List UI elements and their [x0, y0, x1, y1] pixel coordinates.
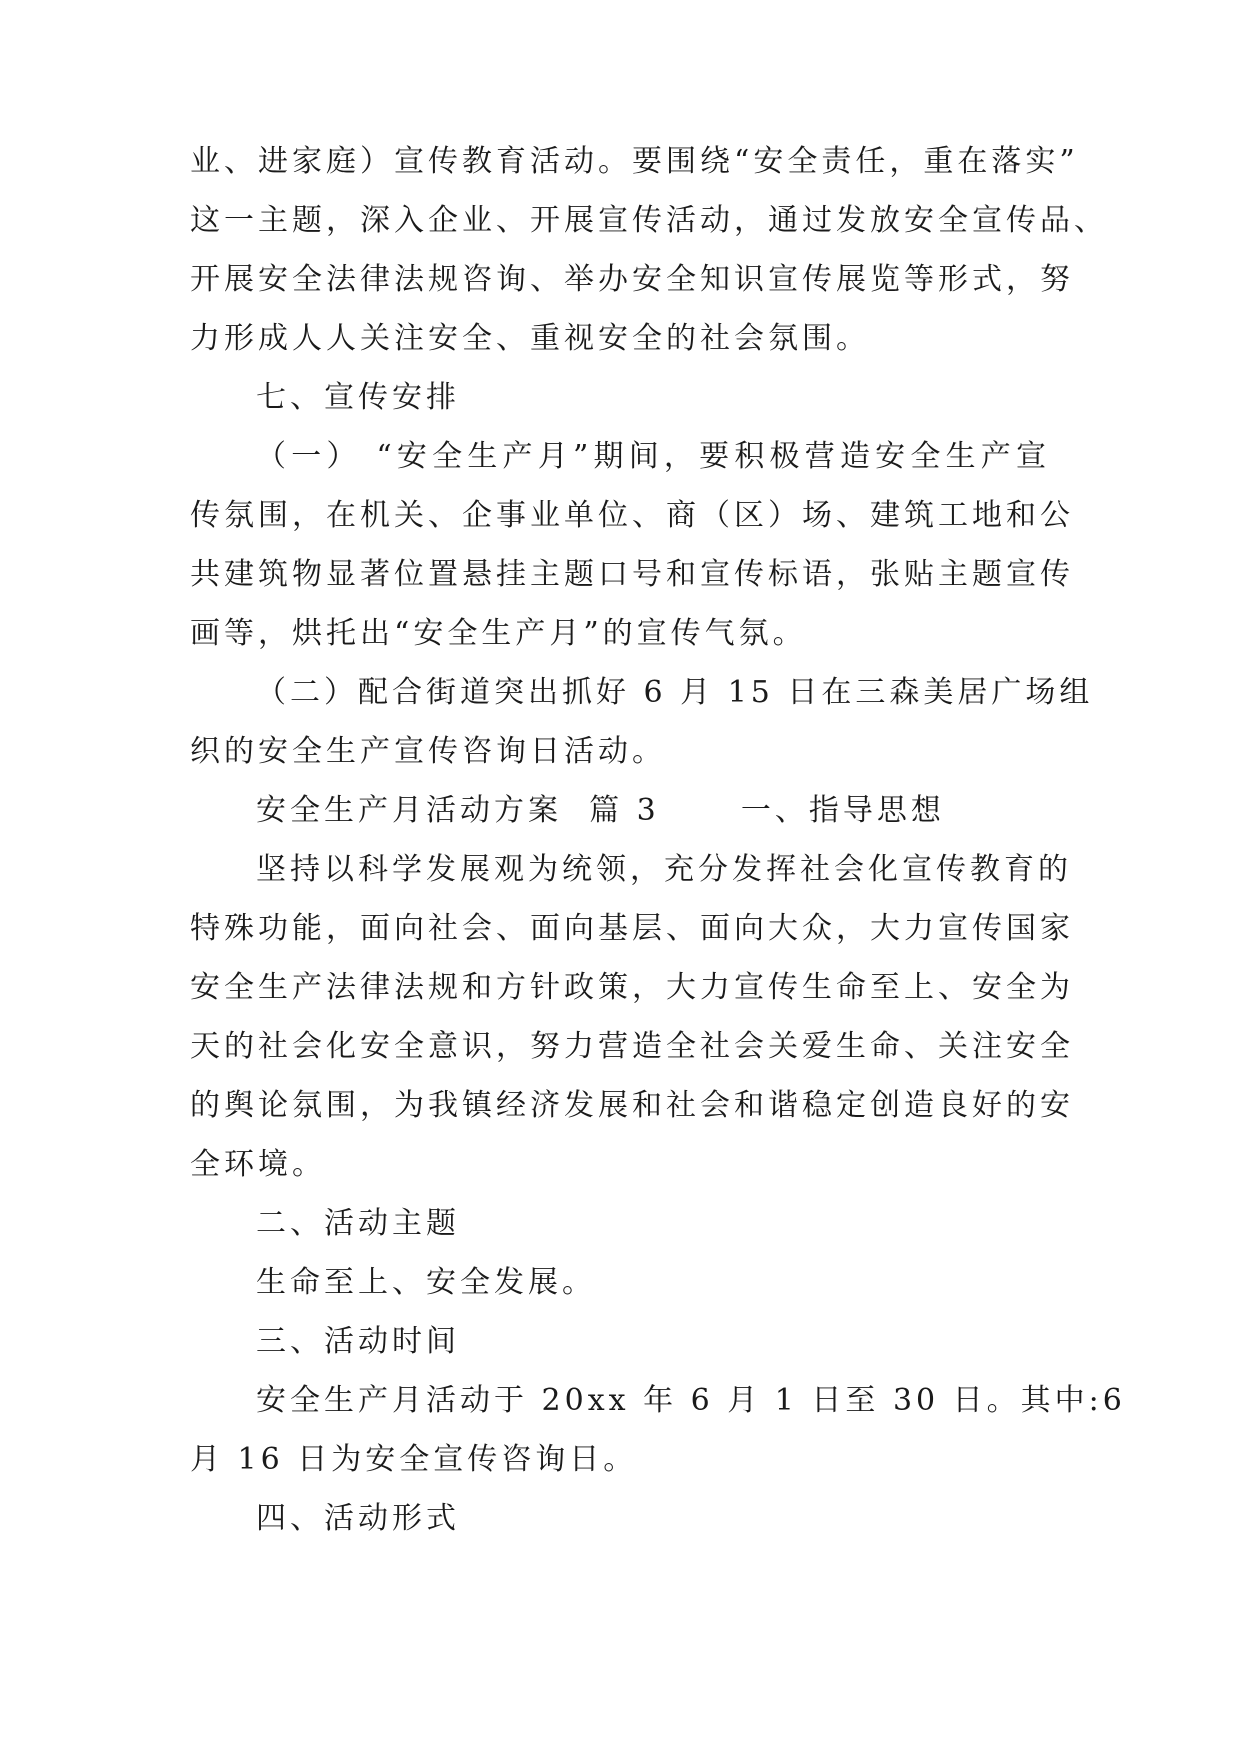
- section-heading: 安全生产月活动方案 篇 3 一、指导思想: [256, 793, 945, 828]
- section-heading: 三、活动时间: [256, 1324, 460, 1359]
- paragraph-line: （二）配合街道突出抓好 6 月 15 日在三森美居广场组: [256, 675, 1094, 710]
- paragraph-line: 这一主题，深入企业、开展宣传活动，通过发放安全宣传品、: [190, 203, 1108, 238]
- paragraph-line: 坚持以科学发展观为统领，充分发挥社会化宣传教育的: [256, 852, 1072, 887]
- paragraph-line: 的舆论氛围，为我镇经济发展和社会和谐稳定创造良好的安: [190, 1088, 1074, 1123]
- paragraph-line: 业、进家庭）宣传教育活动。要围绕“安全责任，重在落实”: [190, 144, 1079, 179]
- section-heading: 二、活动主题: [256, 1206, 460, 1241]
- section-heading: 七、宣传安排: [256, 380, 460, 415]
- paragraph-line: 开展安全法律法规咨询、举办安全知识宣传展览等形式，努: [190, 262, 1074, 297]
- paragraph-line: 全环境。: [190, 1147, 326, 1182]
- paragraph-line: 力形成人人关注安全、重视安全的社会氛围。: [190, 321, 870, 356]
- paragraph-line: 传氛围，在机关、企事业单位、商（区）场、建筑工地和公: [190, 498, 1074, 533]
- paragraph-line: 安全生产月活动于 20xx 年 6 月 1 日至 30 日。其中:6: [256, 1383, 1126, 1418]
- paragraph-line: 生命至上、安全发展。: [256, 1265, 596, 1300]
- section-heading: 四、活动形式: [256, 1501, 460, 1536]
- paragraph-line: 画等，烘托出“安全生产月”的宣传气氛。: [190, 616, 807, 651]
- paragraph-line: 特殊功能，面向社会、面向基层、面向大众，大力宣传国家: [190, 911, 1074, 946]
- paragraph-line: 月 16 日为安全宣传咨询日。: [190, 1442, 638, 1477]
- paragraph-line: 安全生产法律法规和方针政策，大力宣传生命至上、安全为: [190, 970, 1074, 1005]
- paragraph-line: 天的社会化安全意识，努力营造全社会关爱生命、关注安全: [190, 1029, 1074, 1064]
- paragraph-line: （一） “安全生产月”期间，要积极营造安全生产宣: [256, 439, 1050, 474]
- paragraph-line: 织的安全生产宣传咨询日活动。: [190, 734, 666, 769]
- paragraph-line: 共建筑物显著位置悬挂主题口号和宣传标语，张贴主题宣传: [190, 557, 1074, 592]
